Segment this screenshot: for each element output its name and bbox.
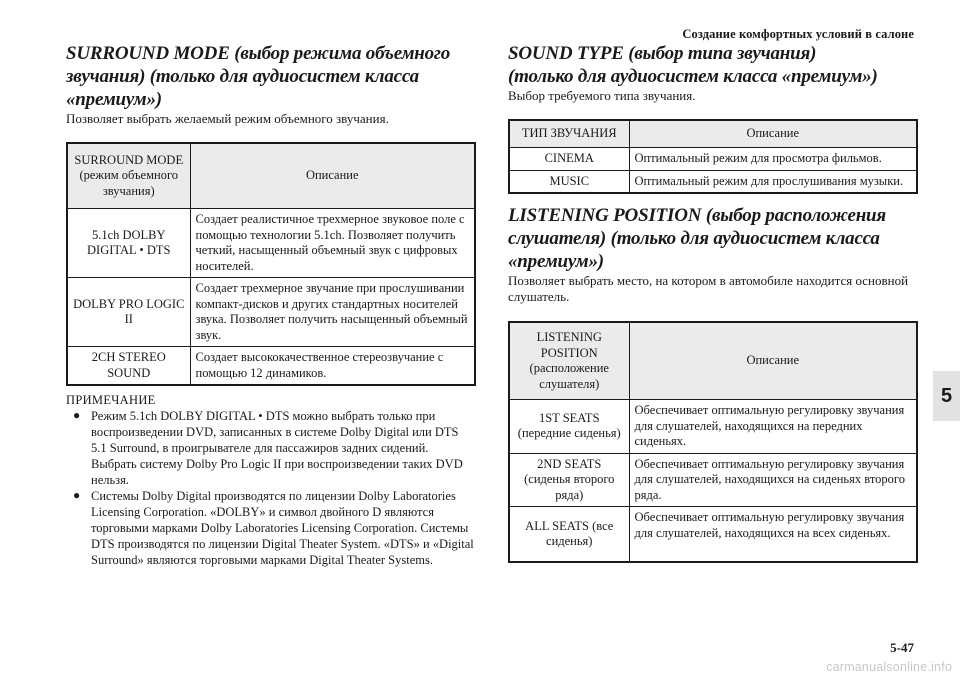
table-cell-type: MUSIC [509, 170, 629, 193]
table-cell-description: Создает реалистичное трехмерное звуковое поле с помощью технологии 5.1ch. Позволяет получить четкий, насыщенный объемный звук с цифровых носителей. [190, 209, 475, 278]
table-header-cell: Описание [629, 322, 917, 400]
listening-title-line2: слушателя) (только для аудиосистем класса [508, 228, 880, 249]
table-cell-position: 1ST SEATS (передние сиденья) [509, 400, 629, 454]
page-header-title: Создание комфортных условий в салоне [682, 27, 914, 41]
table-cell-description: Создает высококачественное стереозвучание с помощью 12 динамиков. [190, 347, 475, 386]
sound-type-table [508, 119, 918, 194]
table-cell-description: Создает трехмерное звучание при прослушивании компакт-дисков и других стандартных носителей звука. Позволяет получить насыщенный объемный звук. [190, 278, 475, 347]
table-row [509, 453, 917, 507]
surround-title-line2: звучания) (только для аудиосистем класса «премиум») [66, 66, 419, 110]
chapter-tab: 5 [933, 371, 960, 421]
table-row [67, 278, 475, 347]
table-cell-description: Обеспечивает оптимальную регулировку звучания для слушателей, находящихся на всех сиденьях. [629, 507, 917, 563]
table-header-cell: LISTENING POSITION (расположение слушателя) [509, 322, 629, 400]
table-header-cell: Описание [629, 120, 917, 148]
surround-mode-heading [66, 42, 476, 111]
table-cell-description: Обеспечивает оптимальную регулировку звучания для слушателей, находящихся на передних сиденьях. [629, 400, 917, 454]
note-item [66, 408, 476, 488]
table-row [509, 148, 917, 171]
table-header-cell: Описание [190, 143, 475, 209]
table-cell-description: Оптимальный режим для прослушивания музыки. [629, 170, 917, 193]
table-header-row [509, 322, 917, 400]
sound-type-description: Выбор требуемого типа звучания. [508, 88, 696, 103]
sound-type-title-line1: SOUND TYPE (выбор типа звучания) [508, 43, 817, 64]
table-header-row [67, 143, 475, 209]
table-cell-position: 2ND SEATS (сиденья второго ряда) [509, 453, 629, 507]
sound-type-heading [508, 42, 918, 88]
table-row [67, 347, 475, 386]
table-cell-mode: 5.1ch DOLBY DIGITAL • DTS [67, 209, 190, 278]
table-cell-description: Обеспечивает оптимальную регулировку звучания для слушателей, находящихся на сиденьях второго ряда. [629, 453, 917, 507]
note-item [66, 488, 476, 568]
note-list [66, 408, 476, 568]
table-header-cell: SURROUND MODE (режим объемного звучания) [67, 143, 190, 209]
table-row [67, 209, 475, 278]
note-title: ПРИМЕЧАНИЕ [66, 393, 156, 407]
listening-description: Позволяет выбрать место, на котором в автомобиле находится основной слушатель. [508, 273, 909, 304]
bullet-icon: ● [73, 408, 81, 422]
table-header-cell: ТИП ЗВУЧАНИЯ [509, 120, 629, 148]
note-block [66, 392, 476, 568]
table-header-row [509, 120, 917, 148]
left-column [66, 42, 476, 568]
bullet-icon: ● [73, 488, 81, 502]
listening-title-line1: LISTENING POSITION (выбор расположения [508, 205, 886, 226]
right-column [508, 42, 918, 563]
surround-description: Позволяет выбрать желаемый режим объемного звучания. [66, 111, 389, 126]
table-cell-position: ALL SEATS (все сиденья) [509, 507, 629, 563]
surround-title-line1: SURROUND MODE (выбор режима объемного [66, 43, 451, 64]
listening-position-table [508, 321, 918, 563]
note-item-text: Системы Dolby Digital производятся по лицензии Dolby Laboratories Licensing Corporation. «DOLBY» и символ двойного D являются торговыми марками Dolby Laboratories Licensing Corporation. Системы DTS производятся по лицензии Digital Theater System. «DTS» и «Digital Surround» являются торговыми марками Digital Theater Systems. [91, 489, 474, 567]
watermark-text: carmanualsonline.info [826, 660, 952, 674]
table-row [509, 507, 917, 563]
table-cell-description: Оптимальный режим для просмотра фильмов. [629, 148, 917, 171]
listening-title-line3: «премиум») [508, 251, 604, 272]
table-cell-type: CINEMA [509, 148, 629, 171]
table-row [509, 400, 917, 454]
note-item-text: Режим 5.1ch DOLBY DIGITAL • DTS можно выбрать только при воспроизведении DVD, записанных в системе Dolby Digital или DTS 5.1 Surround, в проигрывателе для пассажиров задних сидений. Выбрать систему Dolby Pro Logic II при воспроизведении таких DVD нельзя. [91, 409, 463, 487]
sound-type-title-line2: (только для аудиосистем класса «премиум») [508, 66, 878, 87]
page-number: 5-47 [890, 640, 914, 655]
listening-position-heading [508, 204, 918, 273]
surround-mode-table [66, 142, 476, 386]
table-cell-mode: 2CH STEREO SOUND [67, 347, 190, 386]
table-cell-mode: DOLBY PRO LOGIC II [67, 278, 190, 347]
table-row [509, 170, 917, 193]
